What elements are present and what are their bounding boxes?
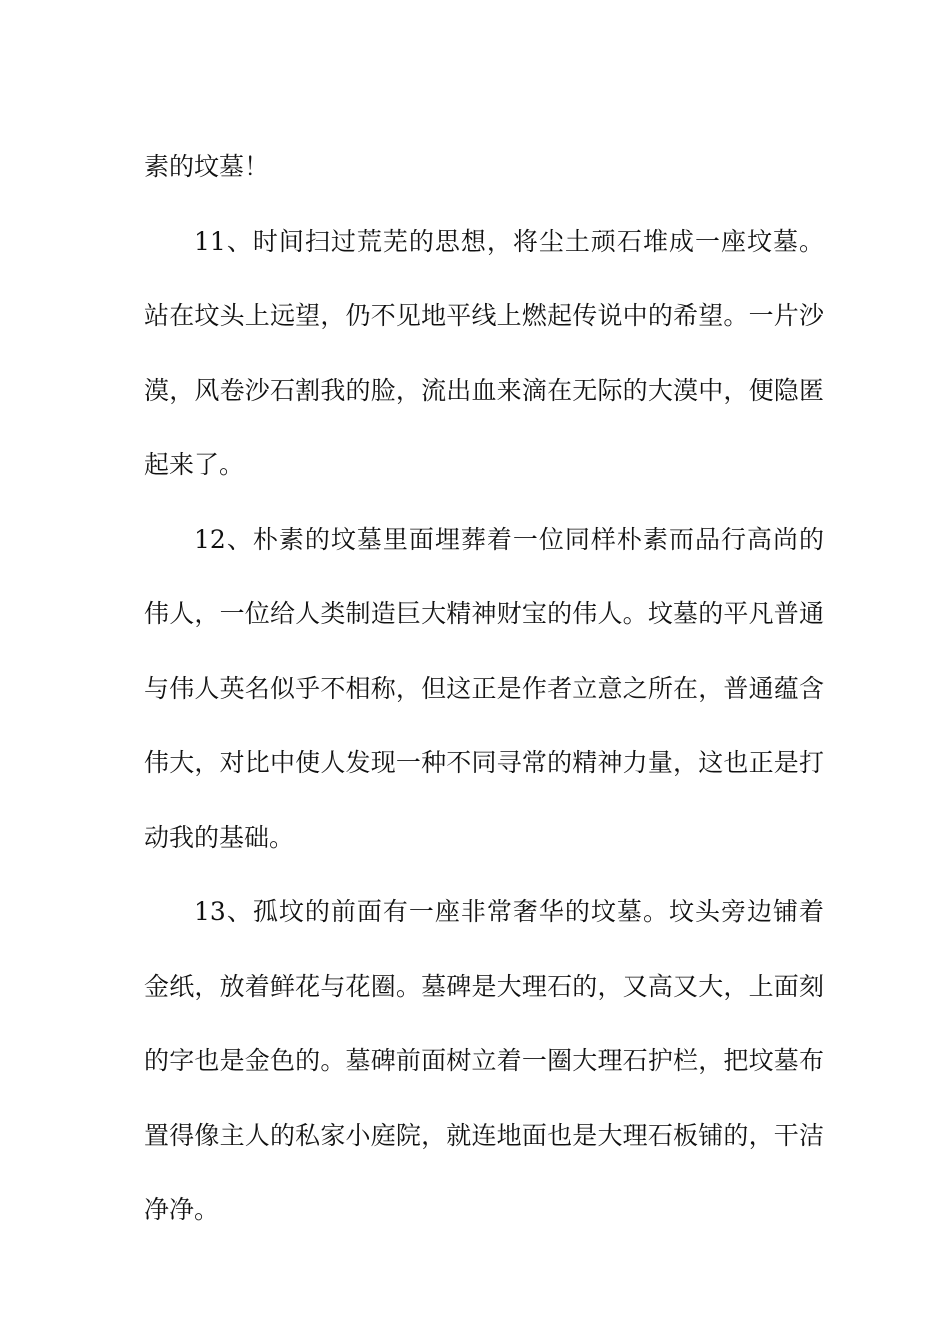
- paragraph-item-12: 12、朴素的坟墓里面埋葬着一位同样朴素而品行高尚的伟人，一位给人类制造巨大精神财宝的伟人。坟墓的平凡普通与伟人英名似乎不相称，但这正是作者立意之所在，普通蕴含伟大，对比中使人发现一种不同寻常的精神力量，这也正是打动我的基础。: [144, 524, 824, 852]
- document-body: [144, 130, 824, 1248]
- paragraph-continuation: 素的坟墓！: [144, 152, 270, 181]
- paragraph-item-13: 13、孤坟的前面有一座非常奢华的坟墓。坟头旁边铺着金纸，放着鲜花与花圈。墓碑是大理石的，又高又大，上面刻的字也是金色的。墓碑前面树立着一圈大理石护栏，把坟墓布置得像主人的私家小庭院，就连地面也是大理石板铺的，干洁净净。: [144, 897, 824, 1224]
- paragraph-item-11: 11、时间扫过荒芜的思想，将尘土顽石堆成一座坟墓。站在坟头上远望，仍不见地平线上燃起传说中的希望。一片沙漠，风卷沙石割我的脸，流出血来滴在无际的大漠中，便隐匿起来了。: [144, 226, 824, 479]
